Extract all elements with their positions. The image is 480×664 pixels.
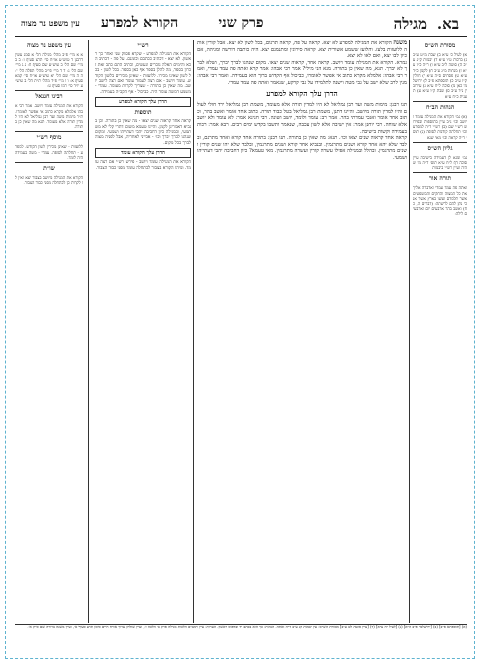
hagahot-body: (א) גמ׳ הקורא את המגילה עומד ויושב וכו׳ נ״ב עיין בתוספות ובפירוש רש״י שם (ב) רש״י ד״ה למפרע וכו׳ תחלתה קודמת לסופה (ג) תוס׳ ד״ה קראה וכו׳ מאי שנא xyxy=(413,113,467,140)
divider xyxy=(15,131,83,132)
ein-mishpat-title: עין משפט נר מצוה xyxy=(26,42,72,49)
gemara-paragraph-3: קראה אחד קראוה שנים יצאו וכו׳. תנא: מה שאין כן בתורה. תנו רבנן: בתורה אחד קורא ואחד מתרגם, ובלבד שלא יהא אחד קורא ושנים מתרגמין. ובנביא אחד קורא ושנים מתרגמין, ובלבד שלא יהו שנים קורין ושנים מתרגמין. ובהלל ובמגילה אפילו עשרה קורין ועשרה מתרגמין. מאי טעמא? כיון דחביבה יהבי דעתייהו ושמעי. xyxy=(197,135,407,161)
torah-or-title: תורה אור xyxy=(428,175,452,183)
mishnah-text xyxy=(197,40,407,60)
divider xyxy=(413,142,467,143)
running-title: הקורא למפרע xyxy=(101,15,179,31)
mishnah-body: הקורא את המגילה למפרע לא יצא. קראה על פה, קראה תרגום, בכל לשון לא יצא. אבל קורין אותה ללועזות בלעז. והלועז ששמע אשורית יצא. קראה סירוגין ומתנמנם יצא. היה כותבה דורשה ומגיהה, אם כיון לבו יצא, ואם לאו לא יצא. xyxy=(197,40,407,60)
torah-or-body: ואתה פה עמד עמדי ואדברה אליך את כל המצוה והחקים והמשפטים אשר תלמדם ועשו בארץ אשר אנכי נתן להם לרשתה: (דברים ה, כח) ואשב בהר ארבעים יום וארבעים לילה: xyxy=(413,185,467,217)
left-margin-column xyxy=(15,40,83,623)
talmud-page xyxy=(15,14,467,639)
gilyon-title: גליון הש״ס xyxy=(427,144,453,152)
rabbeinu-chananel-body: הקורא את המגילה עומד ויושב. אמר רבי אבהו אלמלא מקרא כתוב אי אפשר לאומרו. ת״ר מימות משה ועד רבן גמליאל לא היו למדין תורה אלא מעומד. תנא מה שאין כן בתורה. xyxy=(15,103,83,130)
commentary-column xyxy=(95,40,191,623)
hadran-box-2: הדרן עלך הקורא עומד xyxy=(95,148,191,158)
tosafot-title: תוספות xyxy=(134,109,152,117)
musaf-rashi-title: מוסף רש״י xyxy=(36,134,62,142)
daf-label: עין משפט נר מצוה xyxy=(21,18,80,28)
mishnah-lead: משנה xyxy=(393,40,407,46)
divider xyxy=(15,90,83,91)
divider xyxy=(413,172,467,173)
column-rule xyxy=(88,40,89,623)
masoret-title: מסורת הש״ס xyxy=(424,42,456,49)
rabbeinu-chananel-title: רבינו חננאל xyxy=(35,93,63,101)
hagahot-title: הגהות הב״ח xyxy=(425,103,455,111)
gemara-paragraph-1: גמרא. הקורא את המגילה עומד ויושב. קראה אחד, קראוה שנים יצאו. מקום שנהגו לברך יברך, ושלא לברך לא יברך. תנא, מה שאין כן בתורה. מנא הני מילי? אמר רבי אבהו: אמר קרא ואתה פה עמד עמדי, ואמר רבי אבהו: אלמלא מקרא כתוב אי אפשר לאומרו, כביכול אף הקדוש ברוך הוא בעמידה. ואמר רבי אבהו: מנין לרב שלא ישב על גבי מטה וישנה לתלמידו על גבי קרקע, שנאמר ואתה פה עמד עמדי. xyxy=(197,59,407,86)
tosafot-body: קראה אחד קראוה שנים יצאו - מה שאין כן בתורה. וכן בנביא דאמרינן לקמן. והיינו טעמא משום דתרי קלי לא משתמעי, ובמגילה כיון דחביבה יהבי דעתייהו ושמעי. ומקום שנהגו לברך יברך וכו׳ - אבייני לאחריה, אבל לפניה מצוה לברך בכל מקום. xyxy=(95,119,191,146)
divider xyxy=(15,162,83,163)
chapter-label: פרק שני xyxy=(218,15,264,31)
rashi-title: רש״י xyxy=(137,42,149,49)
masoret-body: א) לעיל כ׳ ע״א ב) שבת מ״ט ע״ב ג) ברכות ט״ו ע״א ד) יבמות ק״ג ע״ב ה) סוטה ל״ב ע״א ו) ר״ה כ״ז ע״א ז) מנחות מ״ג ע״ב ח) לקמן כ״ד ע״א ט) פסחים ס״ה ע״א י) חולין ק״ז ע״ב כ) תוספתא פ״ב ל) ירושלמי כאן מ) סוכה ל״ח ע״א נ) עירובין נ״ד ע״ב ס) שבת ק״ו ע״א ע) תענית כ״ח ע״א xyxy=(413,52,467,99)
column-rule xyxy=(409,40,410,623)
page-header xyxy=(15,14,467,37)
musaf-rashi-body: ללועזות - שאינן מכירין לשון הקודש. למפרע - תחלתה לסופה. עמדי - משה בעמידה היה לומד. xyxy=(15,144,83,160)
main-text-column xyxy=(197,40,407,623)
commentary-continued: הקורא את המגילה עומד ויושב - פירש רש״י אם רצה עומד. ומיהו הקורא בצבור לכתחלה עומד מפני כבוד הצבור. xyxy=(95,160,191,171)
divider xyxy=(413,101,467,102)
rashi-body: הקורא את המגילה למפרע - שקרא פסוק שני ואחר כך ראשון. לא יצא - דכתיב ככתבם וכזמנם. על פה - דכתיב הכא והימים האלה נזכרים ונעשים, וכתיב התם כתב זאת זכרון בספר, מה להלן בספר אף כאן בספר. בכל לשון - בכל לשון שאינו מכירו. ללועזות - שאינן מכירים בלשון הקודש. עומד ויושב - אם רצה לעמוד עומד ואם רצה לישב יושב. מה שאין כן בתורה - שצריך לקרות מעומד. עמדי - משמע דמשה עומד היה. כביכול - אף הקב״ה בעמידה. xyxy=(95,52,191,95)
page-frame xyxy=(5,5,475,659)
ein-mishpat-body: א א מיי׳ פ״ב מהל׳ מגילה הל׳ א סמג עשין דרבנן ד טוש״ע או״ח סי׳ תרצ סעיף ו: ב ב מיי׳ שם הל׳ ב טוש״ע שם סעיף ח: ג ג מיי׳ שם הל׳ ג: ד ד מיי׳ פי״ב מהל׳ תפלה הל׳ י: ה ה מיי׳ שם הל׳ יא טוש״ע או״ח סי׳ קמא סעיף א: ו ו מיי׳ פ״ד מהל׳ ת״ת הל׳ ב טוש״ע יו״ד סי׳ רמו סעיף ט: xyxy=(15,52,83,89)
responsa-body: הקורא את המגילה מיושב בצבור יצא ואין לו לקרות כן לכתחלה מפני כבוד הצבור. xyxy=(15,175,83,186)
column-rule xyxy=(193,40,194,623)
hadran-box: הדרן עלך הקורא למפרע xyxy=(95,97,191,107)
page-number: בא. xyxy=(436,15,459,33)
book-title: מגילה xyxy=(393,15,427,33)
gilyon-body: גמ׳ ומנא לן דעמידה בישיבה עיין סוכה דף ל״ח ע״א תוס׳ ד״ה מי שהיה ועיין רש״י ביבמות xyxy=(413,154,467,171)
gemara-paragraph-2: תנו רבנן: מימות משה ועד רבן גמליאל לא היו למדין תורה אלא מעומד, משמת רבן גמליאל ירד חולי לעולם והיו למדין תורה מיושב. והיינו דתנן, משמת רבן גמליאל בטל כבוד תורה. כתוב אחד אומר ואשב בהר, וכתוב אחד אומר ואנכי עמדתי בהר. אמר רב: עומד ולומד, יושב ושונה. רבי חנינא אמר: לא עומד ולא יושב אלא שוחה. רבי יוחנן אמר: אין ישיבה אלא לשון עכבה, שנאמר ותשבו בקדש ימים רבים. רבא אמר: רכות בעמידה וקשות בישיבה. xyxy=(197,102,407,135)
page-footnotes: (א) [תוספתא פ״ב] (ב) [ירושלמי פ״ב ה״א] (ג) [לעיל יח ע״א] (ד) [עיין סוטה לט ע״ב] מסורת הש״ס: עין יבמות קג ע״ב ד״ה ואתה. הגהות: כך הוא בכתב יד ובדפוס ראשון. הערות: עיין רמב״ם הלכות מגילה פרק ב׳ הלכה ז׳, ועיין שולחן ערוך אורח חיים סימן תרצ סעיף א׳, ועיין משנה ברורה שם ס״ק א׳. xyxy=(15,624,467,639)
responsa-title: שו״ת xyxy=(43,165,55,173)
chapter-end-caption: הדרן עלך הקורא למפרע xyxy=(266,89,338,99)
right-margin-column xyxy=(413,40,467,623)
